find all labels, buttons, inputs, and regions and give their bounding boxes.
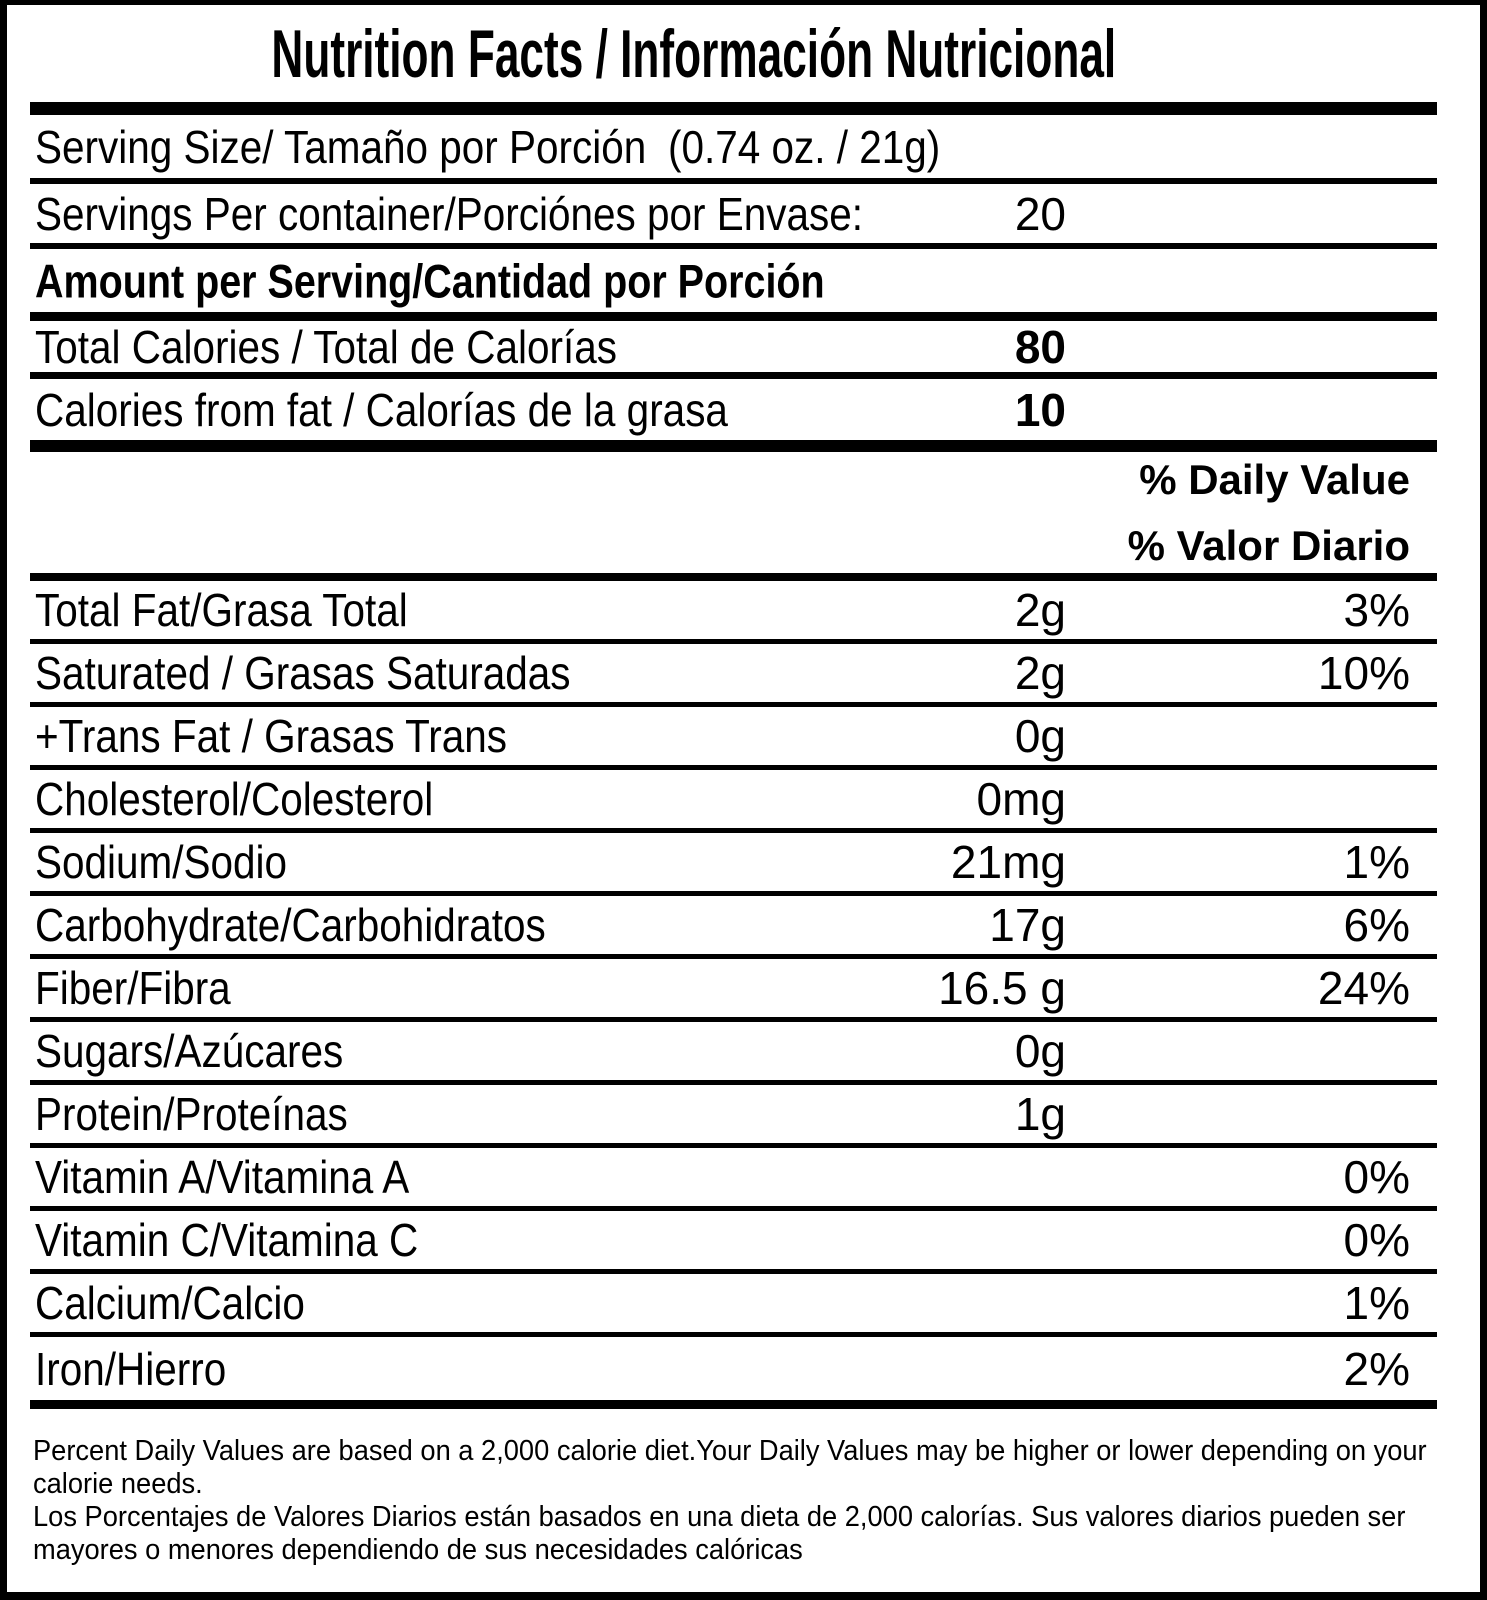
nutrient-percent: 24% (1317, 962, 1410, 1014)
nutrient-label: Calcium/Calcio (35, 1277, 305, 1329)
table-row-total-fat (30, 581, 1437, 644)
calories-from-fat-value: 10 (1014, 383, 1066, 436)
table-row-cholesterol (30, 770, 1437, 833)
border-bottom (0, 1592, 1487, 1600)
table-row-trans-fat (30, 707, 1437, 770)
nutrient-amount: 2g (1014, 647, 1066, 699)
nutrient-label: Vitamin C/Vitamina C (35, 1214, 419, 1266)
calories-from-fat-label: Calories from fat / Calorías de la grasa (35, 383, 728, 436)
table-row-saturated-fat (30, 644, 1437, 707)
nutrient-amount: 0mg (976, 773, 1066, 825)
nutrient-amount: 2g (1014, 584, 1066, 636)
serving-size-row (30, 115, 1437, 184)
table-row-fiber (30, 959, 1437, 1022)
table-row-sugars (30, 1022, 1437, 1085)
nutrient-label: Sodium/Sodio (35, 836, 288, 888)
footnote-line: Los Porcentajes de Valores Diarios están basados en una dieta de 2,000 calorías. Sus valores diarios pueden ser (33, 1501, 1406, 1533)
nutrition-table (30, 115, 1437, 1409)
servings-per-container-row (30, 184, 1437, 249)
nutrient-amount: 21mg (950, 836, 1066, 888)
nutrient-label: Saturated / Grasas Saturadas (35, 647, 571, 699)
amount-per-serving-header-row (30, 249, 1437, 321)
table-row-protein (30, 1085, 1437, 1148)
nutrient-label: Fiber/Fibra (35, 962, 231, 1014)
footnote (33, 1409, 1457, 1567)
nutrient-label: Sugars/Azúcares (35, 1025, 344, 1077)
serving-size-value: (0.74 oz. / 21g) (668, 120, 941, 173)
servings-per-container-label: Servings Per container/Porciónes por Envase: (35, 187, 864, 240)
daily-value-header-row (30, 452, 1437, 581)
title-divider-bar (30, 102, 1437, 115)
servings-per-container-value: 20 (1014, 187, 1066, 240)
calories-from-fat-row (30, 379, 1437, 452)
nutrient-percent: 10% (1317, 647, 1410, 699)
nutrient-label: Iron/Hierro (35, 1342, 227, 1395)
total-calories-value: 80 (1014, 320, 1066, 373)
daily-value-header-es: % Valor Diario (1127, 521, 1410, 569)
table-row-iron (30, 1337, 1437, 1409)
table-row-sodium (30, 833, 1437, 896)
nutrient-amount: 17g (989, 899, 1066, 951)
border-right (1480, 0, 1487, 1600)
daily-value-header (30, 452, 1437, 573)
nutrient-percent: 2% (1343, 1342, 1410, 1395)
serving-size-label: Serving Size/ Tamaño por Porción (35, 120, 647, 173)
nutrient-percent: 3% (1343, 584, 1410, 636)
page-title: Nutrition Facts / Información Nutricional (271, 15, 1116, 92)
total-calories-row (30, 321, 1437, 379)
nutrient-percent: 0% (1343, 1151, 1410, 1203)
nutrient-label: +Trans Fat / Grasas Trans (35, 710, 508, 762)
label-header (0, 5, 1487, 102)
amount-per-serving-header: Amount per Serving/Cantidad por Porción (35, 254, 825, 307)
nutrient-label: Cholesterol/Colesterol (35, 773, 434, 825)
nutrient-amount: 1g (1014, 1088, 1066, 1140)
nutrient-amount: 0g (1014, 710, 1066, 762)
footnote-line: Percent Daily Values are based on a 2,000 calorie diet.Your Daily Values may be higher or lower depending on your (33, 1435, 1427, 1467)
table-row-calcium (30, 1274, 1437, 1337)
nutrient-amount: 0g (1014, 1025, 1066, 1077)
border-left (0, 0, 7, 1600)
nutrient-percent: 6% (1343, 899, 1410, 951)
nutrient-label: Vitamin A/Vitamina A (35, 1151, 410, 1203)
nutrient-label: Protein/Proteínas (35, 1088, 348, 1140)
nutrient-label: Carbohydrate/Carbohidratos (35, 899, 546, 951)
table-row-vitamin-a (30, 1148, 1437, 1211)
daily-value-header-en: % Daily Value (1139, 455, 1410, 503)
nutrient-percent: 0% (1343, 1214, 1410, 1266)
footnote-line: mayores o menores dependiendo de sus necesidades calóricas (33, 1534, 803, 1566)
table-row-vitamin-c (30, 1211, 1437, 1274)
table-row-carbohydrate (30, 896, 1437, 959)
nutrient-label: Total Fat/Grasa Total (35, 584, 408, 636)
nutrient-percent: 1% (1343, 1277, 1410, 1329)
nutrient-amount: 16.5 g (938, 962, 1066, 1014)
total-calories-label: Total Calories / Total de Calorías (35, 320, 618, 373)
footnote-line: calorie needs. (33, 1468, 203, 1500)
nutrient-percent: 1% (1343, 836, 1410, 888)
